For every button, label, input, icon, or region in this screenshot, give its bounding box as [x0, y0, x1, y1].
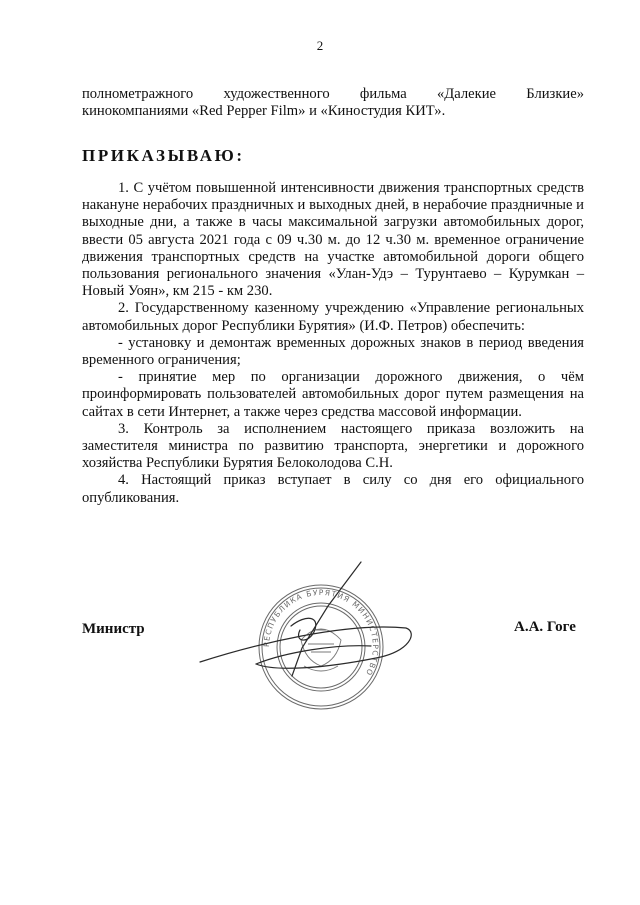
- page-number: 2: [316, 38, 324, 53]
- order-item-2: 2. Государственному казенному учреждению «Управление региональных автомобильных дорог Республики Бурятия» (И.Ф. Петров) обеспечить:: [82, 300, 584, 334]
- signer-name: А.А. Гоге: [514, 619, 576, 635]
- order-item-4: 4. Настоящий приказ вступает в силу со дня его официального опубликования.: [82, 472, 584, 506]
- signer-title: Министр: [82, 621, 145, 637]
- order-body: [82, 180, 584, 507]
- order-subitem-traffic: - принятие мер по организации дорожного движения, о чём проинформировать пользователей автомобильных дорог путем размещения на сайтах в сети Интернет, а также через средства массовой информации.: [82, 369, 584, 420]
- seal-text: РЕСПУБЛИКА БУРЯТИЯ МИНИСТЕРСТВО: [261, 587, 381, 678]
- order-item-3: 3. Контроль за исполнением настоящего приказа возложить на заместителя министра по развитию транспорта, энергетики и дорожного хозяйства Республики Бурятия Белоколодова С.Н.: [82, 420, 584, 472]
- order-heading: ПРИКАЗЫВАЮ:: [82, 146, 245, 165]
- order-item-1: 1. С учётом повышенной интенсивности движения транспортных средств накануне нерабочих праздничных и выходных дней, в нерабочие праздничные и выходные дни, а также в часы максимальной загрузки автомобильных дорог, ввести 05 августа 2021 года с 09 ч.30 м. до 12 ч.30 м. временное ограничение движения транспортных средств на участке автомобильной дороги общего пользования регионального значения «Улан-Удэ – Турунтаево – Курумкан – Новый Уоян», км 215 - км 230.: [82, 180, 584, 300]
- intro-text: полнометражного художественного фильма «Далекие Близкие» кинокомпаниями «Red Pepper Film» и «Киностудия КИТ».: [82, 86, 584, 120]
- handwritten-signature: [196, 556, 416, 706]
- order-subitem-signs: - установку и демонтаж временных дорожных знаков в период введения временного ограничения;: [82, 334, 584, 369]
